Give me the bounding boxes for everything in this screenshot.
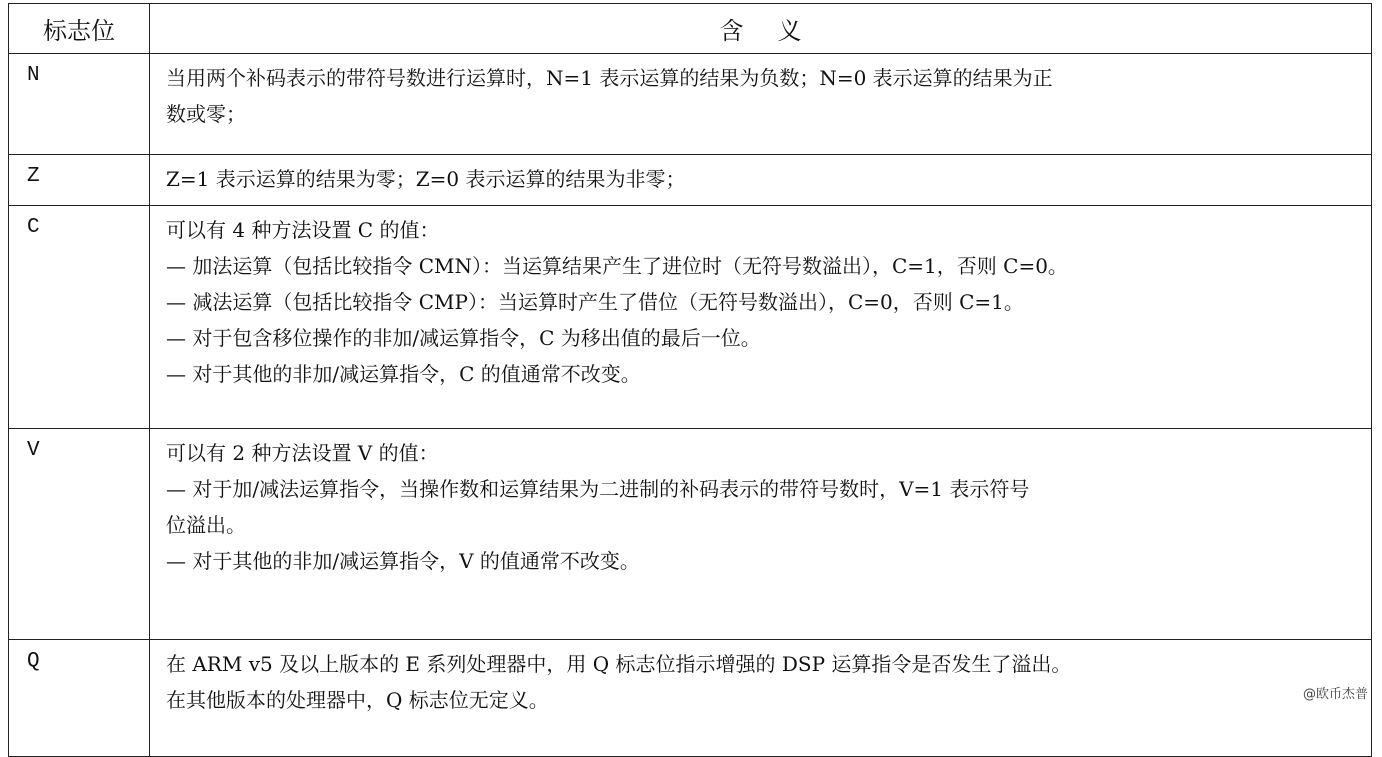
flag-cell: V <box>9 429 150 640</box>
table-row <box>9 155 1372 206</box>
table-row <box>9 206 1372 429</box>
meaning-line: — 对于其他的非加/减运算指令，V 的值通常不改变。 <box>166 549 640 573</box>
header-row <box>9 4 1372 54</box>
meaning-line: 在其他版本的处理器中，Q 标志位无定义。 <box>166 688 549 712</box>
meaning-cell <box>150 155 1372 206</box>
header-meaning-label: 含义 <box>719 17 836 45</box>
table-row <box>9 429 1372 640</box>
meaning-line: 位溢出。 <box>166 513 246 537</box>
meaning-line: 可以有 4 种方法设置 C 的值： <box>166 218 440 242</box>
watermark: @欧币杰普 <box>1302 687 1368 702</box>
flag-cell: N <box>9 54 150 155</box>
meaning-cell <box>150 206 1372 429</box>
meaning-line: — 减法运算（包括比较指令 CMP）：当运算时产生了借位（无符号数溢出），C=0，否则 C=1。 <box>166 290 1024 314</box>
table-row <box>9 54 1372 155</box>
flag-cell: Z <box>9 155 150 206</box>
header-meaning <box>150 4 1372 54</box>
flag-cell: Q <box>9 640 150 757</box>
meaning-line: 可以有 2 种方法设置 V 的值： <box>166 441 439 465</box>
meaning-line: Z=1 表示运算的结果为零；Z=0 表示运算的结果为非零； <box>166 167 686 191</box>
meaning-line: — 对于加/减法运算指令，当操作数和运算结果为二进制的补码表示的带符号数时，V=1 表示符号 <box>166 477 1030 501</box>
flags-table <box>8 3 1372 757</box>
meaning-line: — 对于包含移位操作的非加/减运算指令，C 为移出值的最后一位。 <box>166 326 761 350</box>
header-flag: 标志位 <box>9 4 150 54</box>
meaning-cell <box>150 640 1372 757</box>
meaning-cell <box>150 429 1372 640</box>
meaning-line: 数或零； <box>166 102 246 126</box>
flag-cell: C <box>9 206 150 429</box>
meaning-line: — 加法运算（包括比较指令 CMN）：当运算结果产生了进位时（无符号数溢出），C=1，否则 C=0。 <box>166 254 1068 278</box>
meaning-line: 在 ARM v5 及以上版本的 E 系列处理器中，用 Q 标志位指示增强的 DSP 运算指令是否发生了溢出。 <box>166 652 1072 676</box>
meaning-cell <box>150 54 1372 155</box>
table-row <box>9 640 1372 757</box>
meaning-line: — 对于其他的非加/减运算指令，C 的值通常不改变。 <box>166 362 641 386</box>
meaning-line: 当用两个补码表示的带符号数进行运算时，N=1 表示运算的结果为负数；N=0 表示运算的结果为正 <box>166 66 1053 90</box>
